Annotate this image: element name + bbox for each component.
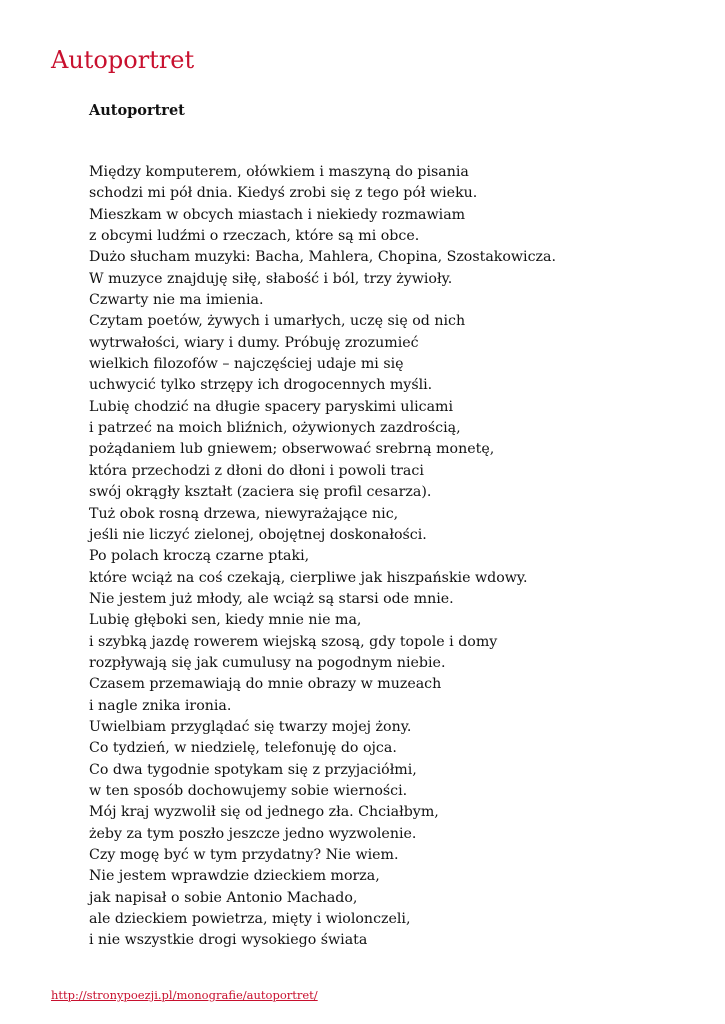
poem-line: Mój kraj wyzwolił się od jednego zła. Chciałbym, — [89, 804, 439, 821]
poem-line: Co dwa tygodnie spotykam się z przyjaciółmi, — [89, 761, 417, 778]
poem-line: Nie jestem już młody, ale wciąż są starsi ode mnie. — [89, 590, 454, 607]
poem-line: ale dzieckiem powietrza, mięty i wiolonczeli, — [89, 911, 411, 928]
poem-line: Lubię głęboki sen, kiedy mnie nie ma, — [89, 612, 362, 629]
poem-line: Dużo słucham muzyki: Bacha, Mahlera, Chopina, Szostakowicza. — [89, 249, 556, 266]
poem-line: żeby za tym poszło jeszcze jedno wyzwolenie. — [89, 825, 417, 842]
poem-line: Nie jestem wprawdzie dzieckiem morza, — [89, 868, 380, 885]
poem-line: rozpływają się jak cumulusy na pogodnym niebie. — [89, 654, 446, 671]
poem-line: uchwycić tylko strzępy ich drogocennych myśli. — [89, 377, 433, 394]
poem-line: i nagle znika ironia. — [89, 697, 232, 714]
poem-line: które wciąż na coś czekają, cierpliwe jak hiszpańskie wdowy. — [89, 569, 528, 586]
poem-line: Czwarty nie ma imienia. — [89, 292, 264, 309]
poem-line: Czytam poetów, żywych i umarłych, uczę się od nich — [89, 313, 466, 330]
poem-line: która przechodzi z dłoni do dłoni i powoli traci — [89, 462, 424, 479]
poem-line: w ten sposób dochowujemy sobie wierności. — [89, 782, 408, 799]
poem-line: Czy mogę być w tym przydatny? Nie wiem. — [89, 847, 399, 863]
page-title: Autoportret — [51, 46, 195, 74]
poem-body — [89, 162, 556, 952]
poem-line: i szybką jazdę rowerem wiejską szosą, gdy topole i domy — [89, 633, 498, 650]
poem-line: W muzyce znajduję siłę, słabość i ból, trzy żywioły. — [89, 270, 453, 287]
poem-line: swój okrągły kształt (zaciera się profil cesarza). — [89, 484, 432, 501]
poem-line: Mieszkam w obcych miastach i niekiedy rozmawiam — [89, 206, 466, 223]
poem-line: Tuż obok rosną drzewa, niewyrażające nic, — [89, 505, 399, 522]
poem-heading: Autoportret — [89, 102, 185, 119]
poem-line: jak napisał o sobie Antonio Machado, — [89, 889, 358, 906]
poem-line: Czasem przemawiają do mnie obrazy w muzeach — [89, 676, 442, 693]
poem-line: jeśli nie liczyć zielonej, obojętnej doskonałości. — [89, 526, 427, 543]
poem-line: i nie wszystkie drogi wysokiego świata — [89, 932, 368, 949]
poem-line: schodzi mi pół dnia. Kiedyś zrobi się z tego pół wieku. — [89, 185, 478, 202]
poem-line: pożądaniem lub gniewem; obserwować srebrną monetę, — [89, 441, 495, 458]
poem-line: Lubię chodzić na długie spacery paryskimi ulicami — [89, 398, 454, 415]
poem-line: z obcymi ludźmi o rzeczach, które są mi obce. — [89, 228, 420, 245]
poem-line: wytrwałości, wiary i dumy. Próbuję zrozumieć — [89, 334, 419, 351]
poem-line: wielkich filozofów – najczęściej udaje mi się — [89, 356, 404, 373]
poem-line: i patrzeć na moich bliźnich, ożywionych zazdrością, — [89, 420, 461, 437]
poem-line: Uwielbiam przyglądać się twarzy mojej żony. — [89, 718, 412, 735]
poem-line: Między komputerem, ołówkiem i maszyną do pisania — [89, 164, 469, 180]
poem-line: Po polach kroczą czarne ptaki, — [89, 548, 310, 565]
poem-line: Co tydzień, w niedzielę, telefonuję do ojca. — [89, 740, 397, 757]
source-link[interactable]: http://stronypoezji.pl/monografie/autoportret/ — [51, 988, 318, 1002]
